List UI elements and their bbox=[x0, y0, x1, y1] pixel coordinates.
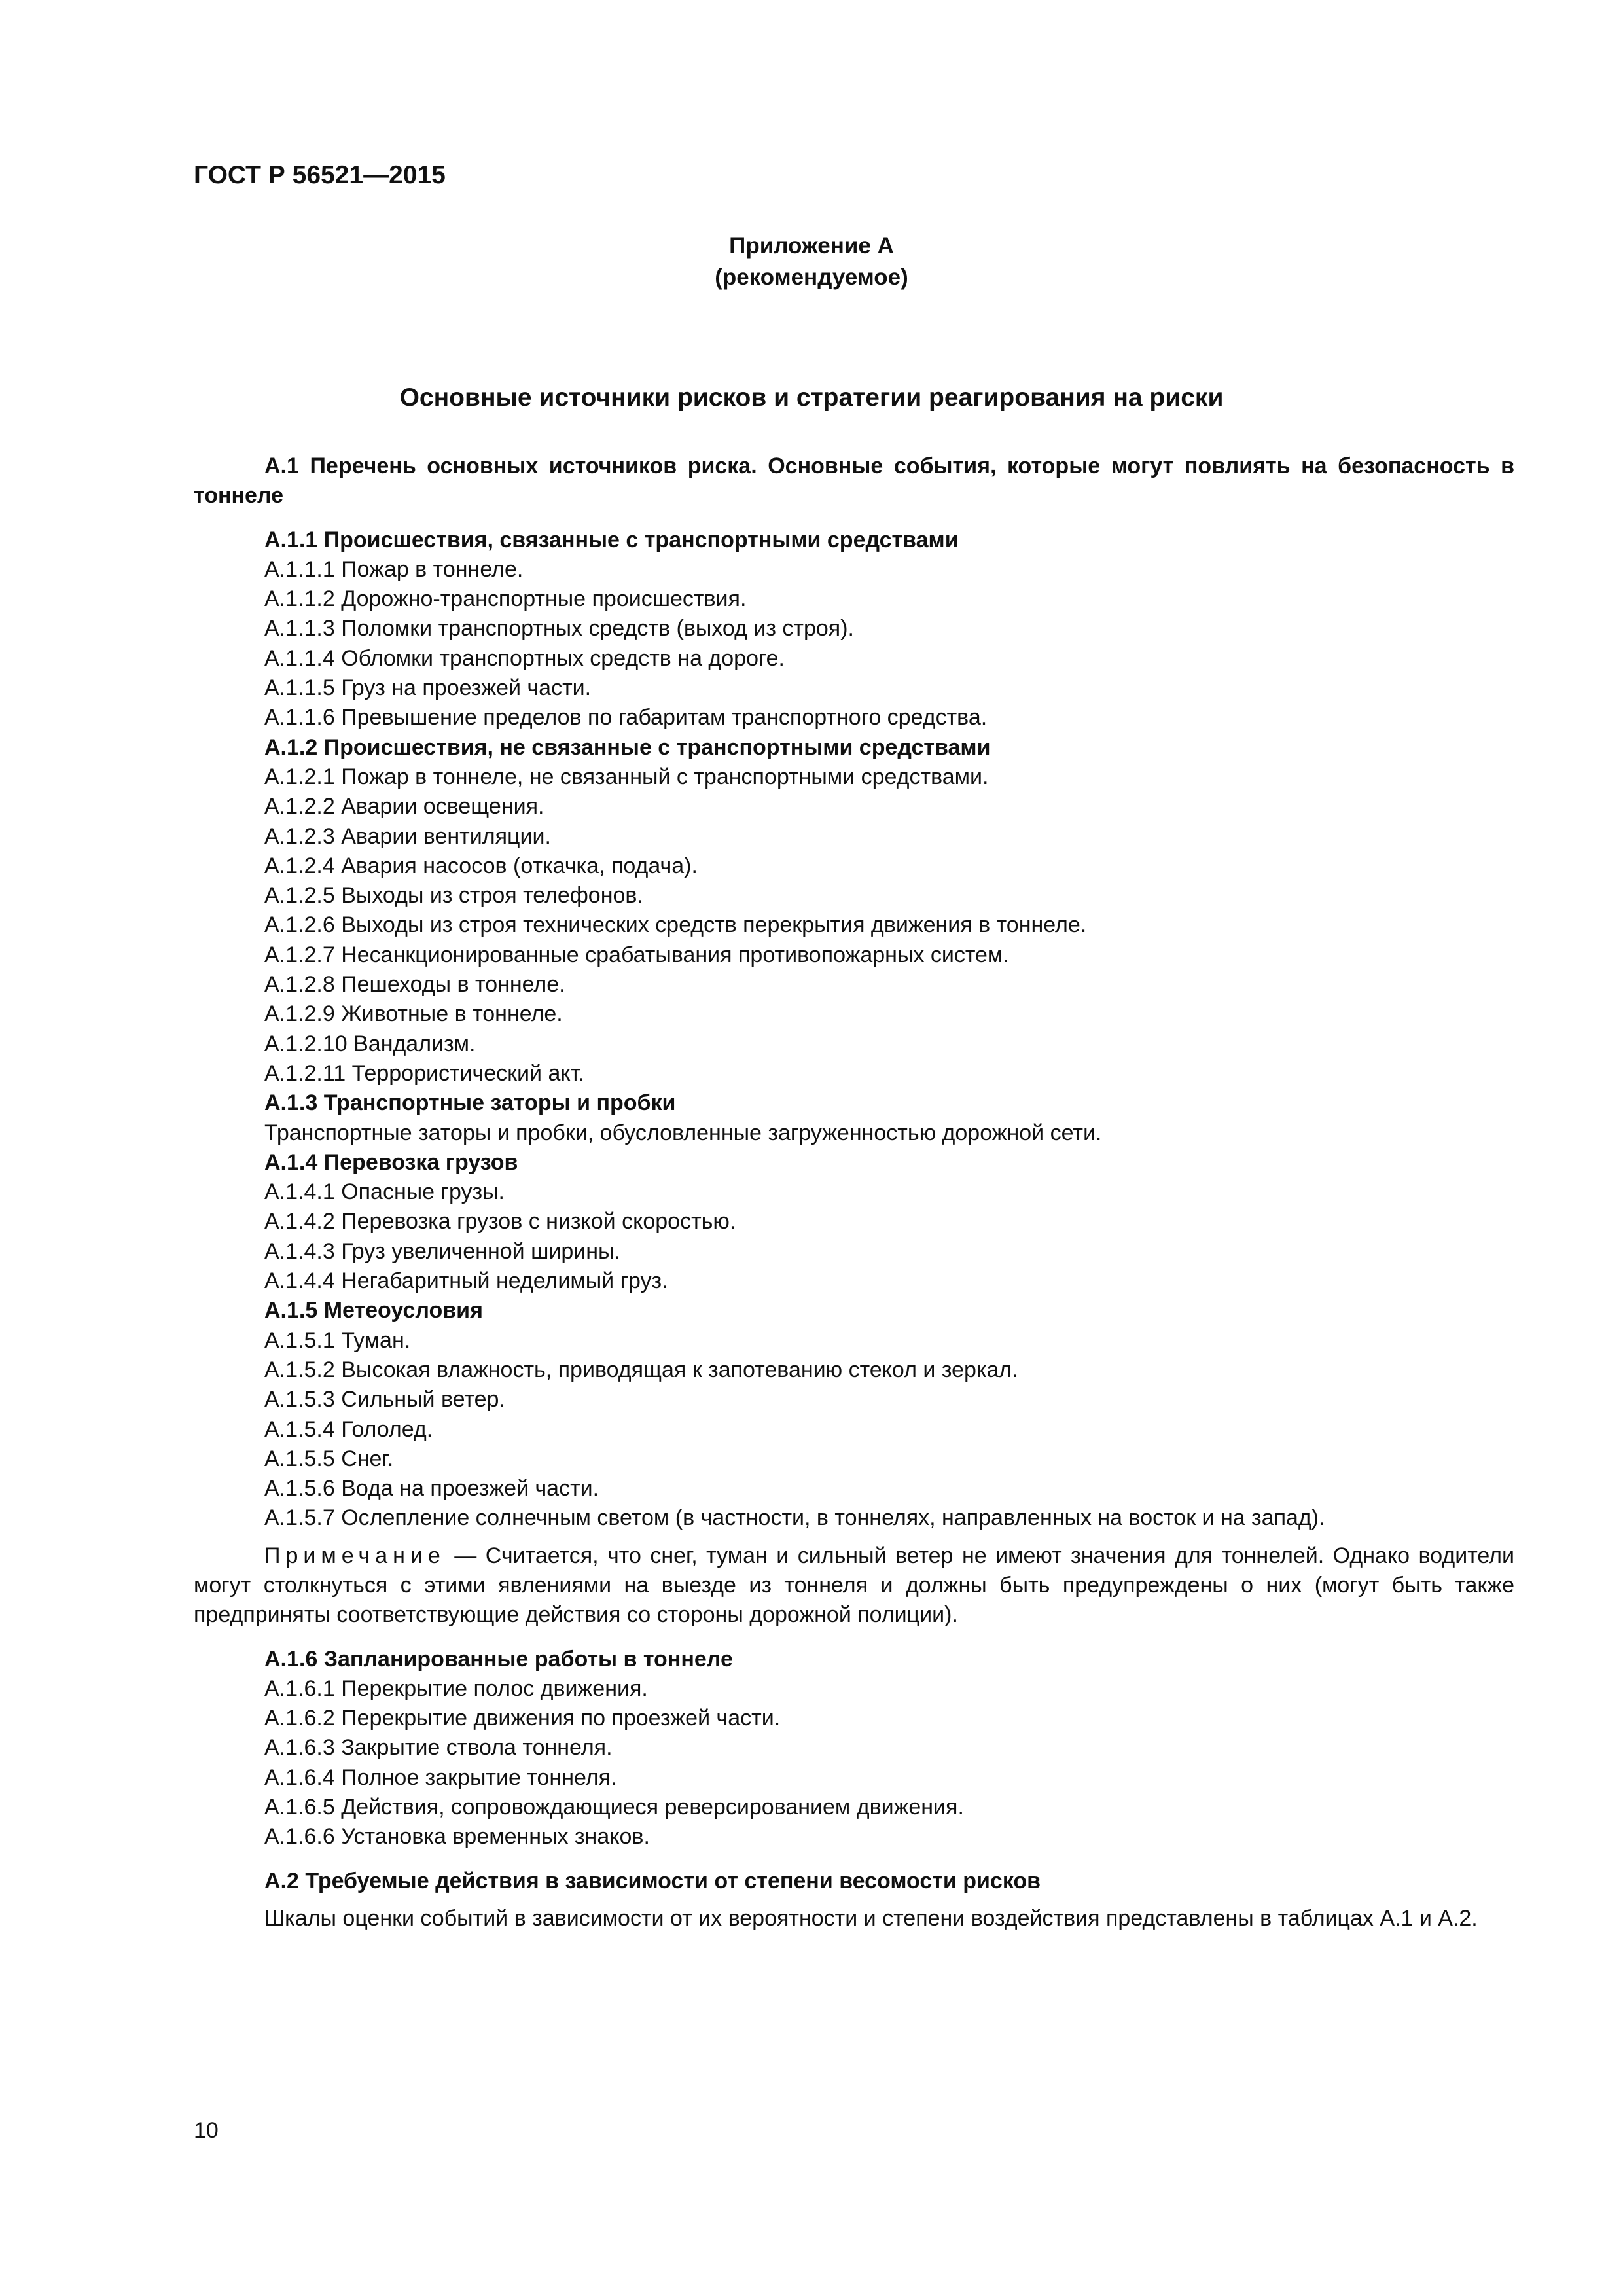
list-item bbox=[194, 673, 1514, 703]
list-item bbox=[194, 1385, 1514, 1414]
item-text: Вандализм. bbox=[353, 1031, 476, 1056]
list-item bbox=[194, 1326, 1514, 1355]
item-number: А.1.6.4 bbox=[264, 1765, 335, 1790]
item-text: Гололед. bbox=[341, 1416, 433, 1442]
item-text: Несанкционированные срабатывания противопожарных систем. bbox=[341, 942, 1009, 967]
item-number: А.1.2.7 bbox=[264, 942, 335, 967]
list-item bbox=[194, 941, 1514, 970]
item-number: А.1.5.7 bbox=[264, 1505, 335, 1531]
item-number: А.1.6.2 bbox=[264, 1706, 335, 1731]
item-number: А.1.2.6 bbox=[264, 912, 335, 938]
item-text: Перекрытие движения по проезжей части. bbox=[341, 1706, 781, 1731]
item-text: Дорожно-транспортные происшествия. bbox=[341, 586, 747, 612]
item-text: Туман. bbox=[341, 1327, 411, 1353]
section-a14-heading: А.1.4 Перевозка грузов bbox=[264, 1149, 518, 1175]
item-number: А.1.6.6 bbox=[264, 1824, 335, 1850]
section-a13-text: Транспортные заторы и пробки, обусловленные загруженностью дорожной сети. bbox=[264, 1120, 1102, 1145]
list-item bbox=[194, 910, 1514, 940]
item-text: Негабаритный неделимый груз. bbox=[341, 1268, 668, 1294]
item-number: А.1.2.1 bbox=[264, 764, 335, 789]
item-text: Животные в тоннеле. bbox=[341, 1001, 563, 1027]
item-number: А.1.6.3 bbox=[264, 1735, 335, 1761]
list-item bbox=[194, 881, 1514, 910]
item-text: Обломки транспортных средств на дороге. bbox=[341, 645, 785, 671]
list-item bbox=[194, 1674, 1514, 1704]
item-text: Снег. bbox=[341, 1446, 394, 1471]
item-text: Перекрытие полос движения. bbox=[341, 1676, 648, 1701]
section-a1-heading: А.1 Перечень основных источников риска. Основные события, которые могут повлиять на безопасность в тоннеле bbox=[194, 454, 1514, 509]
list-item bbox=[194, 1030, 1514, 1059]
item-number: А.1.5.2 bbox=[264, 1357, 335, 1382]
item-number: А.1.2.5 bbox=[264, 883, 335, 908]
item-number: А.1.4.1 bbox=[264, 1179, 335, 1205]
list-item bbox=[194, 703, 1514, 732]
item-number: А.1.2.2 bbox=[264, 794, 335, 819]
item-number: А.1.2.4 bbox=[264, 853, 335, 878]
item-text: Установка временных знаков. bbox=[341, 1824, 650, 1850]
section-a16-list bbox=[194, 1674, 1514, 1852]
list-item bbox=[194, 852, 1514, 881]
section-a15-list bbox=[194, 1326, 1514, 1534]
item-text: Аварии освещения. bbox=[341, 794, 544, 819]
item-number: А.1.1.4 bbox=[264, 645, 335, 671]
item-number: А.1.5.6 bbox=[264, 1476, 335, 1501]
item-number: А.1.1.3 bbox=[264, 616, 335, 641]
list-item bbox=[194, 1415, 1514, 1444]
list-item bbox=[194, 762, 1514, 792]
item-number: А.1.5.4 bbox=[264, 1416, 335, 1442]
item-text: Пешеходы в тоннеле. bbox=[341, 972, 565, 997]
item-number: А.1.2.9 bbox=[264, 1001, 335, 1027]
list-item bbox=[194, 1177, 1514, 1207]
appendix-title: Основные источники рисков и стратегии реагирования на риски bbox=[399, 384, 1224, 412]
list-item bbox=[194, 822, 1514, 852]
item-text: Высокая влажность, приводящая к запотеванию стекол и зеркал. bbox=[341, 1357, 1018, 1382]
list-item bbox=[194, 1763, 1514, 1793]
item-number: А.1.5.1 bbox=[264, 1327, 335, 1353]
list-item bbox=[194, 555, 1514, 584]
item-text: Ослепление солнечным светом (в частности, в тоннелях, направленных на восток и на запад). bbox=[341, 1505, 1325, 1531]
list-item bbox=[194, 970, 1514, 999]
document-body bbox=[194, 452, 1514, 1933]
section-a2-text: Шкалы оценки событий в зависимости от их вероятности и степени воздействия представлены в таблицах А.1 и А.2. bbox=[264, 1905, 1478, 1931]
item-number: А.1.6.1 bbox=[264, 1676, 335, 1701]
item-text: Груз на проезжей части. bbox=[341, 675, 592, 701]
list-item bbox=[194, 1474, 1514, 1503]
item-number: А.1.4.2 bbox=[264, 1209, 335, 1234]
item-text: Сильный ветер. bbox=[341, 1387, 505, 1412]
list-item bbox=[194, 1059, 1514, 1088]
list-item bbox=[194, 1444, 1514, 1474]
item-text: Вода на проезжей части. bbox=[341, 1476, 599, 1501]
item-number: А.1.5.3 bbox=[264, 1387, 335, 1412]
item-text: Действия, сопровождающиеся реверсированием движения. bbox=[341, 1795, 964, 1820]
section-a11-list bbox=[194, 555, 1514, 733]
item-text: Закрытие ствола тоннеля. bbox=[341, 1735, 613, 1761]
item-number: А.1.1.6 bbox=[264, 705, 335, 730]
section-a11-heading: А.1.1 Происшествия, связанные с транспортными средствами bbox=[264, 527, 959, 552]
item-number: А.1.6.5 bbox=[264, 1795, 335, 1820]
item-number: А.1.1.1 bbox=[264, 556, 335, 582]
page-number: 10 bbox=[194, 2118, 219, 2143]
note-label: Примечание bbox=[264, 1543, 446, 1568]
list-item bbox=[194, 1704, 1514, 1733]
list-item bbox=[194, 1237, 1514, 1266]
item-number: А.1.1.5 bbox=[264, 675, 335, 701]
appendix-status: (рекомендуемое) bbox=[715, 264, 908, 290]
section-a2-heading: А.2 Требуемые действия в зависимости от степени весомости рисков bbox=[264, 1868, 1041, 1893]
list-item bbox=[194, 644, 1514, 673]
document-code: ГОСТ Р 56521—2015 bbox=[194, 161, 446, 189]
list-item bbox=[194, 1266, 1514, 1296]
item-text: Выходы из строя телефонов. bbox=[341, 883, 643, 908]
item-text: Перевозка грузов с низкой скоростью. bbox=[341, 1209, 736, 1234]
item-number: А.1.2.3 bbox=[264, 823, 335, 849]
item-text: Аварии вентиляции. bbox=[341, 823, 551, 849]
item-text: Террористический акт. bbox=[351, 1060, 584, 1086]
item-number: А.1.5.5 bbox=[264, 1446, 335, 1471]
item-number: А.1.1.2 bbox=[264, 586, 335, 612]
item-number: А.1.2.11 bbox=[264, 1060, 346, 1086]
item-text: Пожар в тоннеле. bbox=[341, 556, 524, 582]
appendix-header bbox=[0, 230, 1623, 293]
item-text: Авария насосов (откачка, подача). bbox=[341, 853, 698, 878]
appendix-label: Приложение А bbox=[729, 233, 894, 259]
section-a12-heading: А.1.2 Происшествия, не связанные с транспортными средствами bbox=[264, 734, 991, 760]
section-a14-list bbox=[194, 1177, 1514, 1296]
section-a16-heading: А.1.6 Запланированные работы в тоннеле bbox=[264, 1646, 733, 1672]
list-item bbox=[194, 999, 1514, 1029]
section-a12-list bbox=[194, 762, 1514, 1088]
section-a15-heading: А.1.5 Метеоусловия bbox=[264, 1298, 483, 1323]
item-text: Пожар в тоннеле, не связанный с транспортными средствами. bbox=[341, 764, 989, 789]
list-item bbox=[194, 614, 1514, 643]
item-number: А.1.4.4 bbox=[264, 1268, 335, 1294]
list-item bbox=[194, 1355, 1514, 1385]
item-text: Опасные грузы. bbox=[341, 1179, 505, 1205]
note-text: — Считается, что снег, туман и сильный ветер не имеют значения для тоннелей. Однако водители могут столкнуться с этими явлениями на выезде из тоннеля и должны быть предупреждены о них (могут быть также предприняты соответствующие действия со стороны дорожной полиции). bbox=[194, 1543, 1514, 1628]
list-item bbox=[194, 1733, 1514, 1763]
list-item bbox=[194, 792, 1514, 821]
item-text: Выходы из строя технических средств перекрытия движения в тоннеле. bbox=[341, 912, 1087, 938]
item-number: А.1.2.10 bbox=[264, 1031, 348, 1056]
note-paragraph bbox=[194, 1541, 1514, 1630]
item-text: Поломки транспортных средств (выход из строя). bbox=[341, 616, 854, 641]
item-text: Груз увеличенной ширины. bbox=[341, 1238, 620, 1264]
list-item bbox=[194, 1503, 1514, 1533]
list-item bbox=[194, 1822, 1514, 1852]
item-number: А.1.2.8 bbox=[264, 972, 335, 997]
list-item bbox=[194, 584, 1514, 614]
list-item bbox=[194, 1793, 1514, 1822]
list-item bbox=[194, 1207, 1514, 1236]
section-a13-heading: А.1.3 Транспортные заторы и пробки bbox=[264, 1090, 676, 1116]
item-text: Полное закрытие тоннеля. bbox=[341, 1765, 617, 1790]
item-text: Превышение пределов по габаритам транспортного средства. bbox=[341, 705, 988, 730]
item-number: А.1.4.3 bbox=[264, 1238, 335, 1264]
